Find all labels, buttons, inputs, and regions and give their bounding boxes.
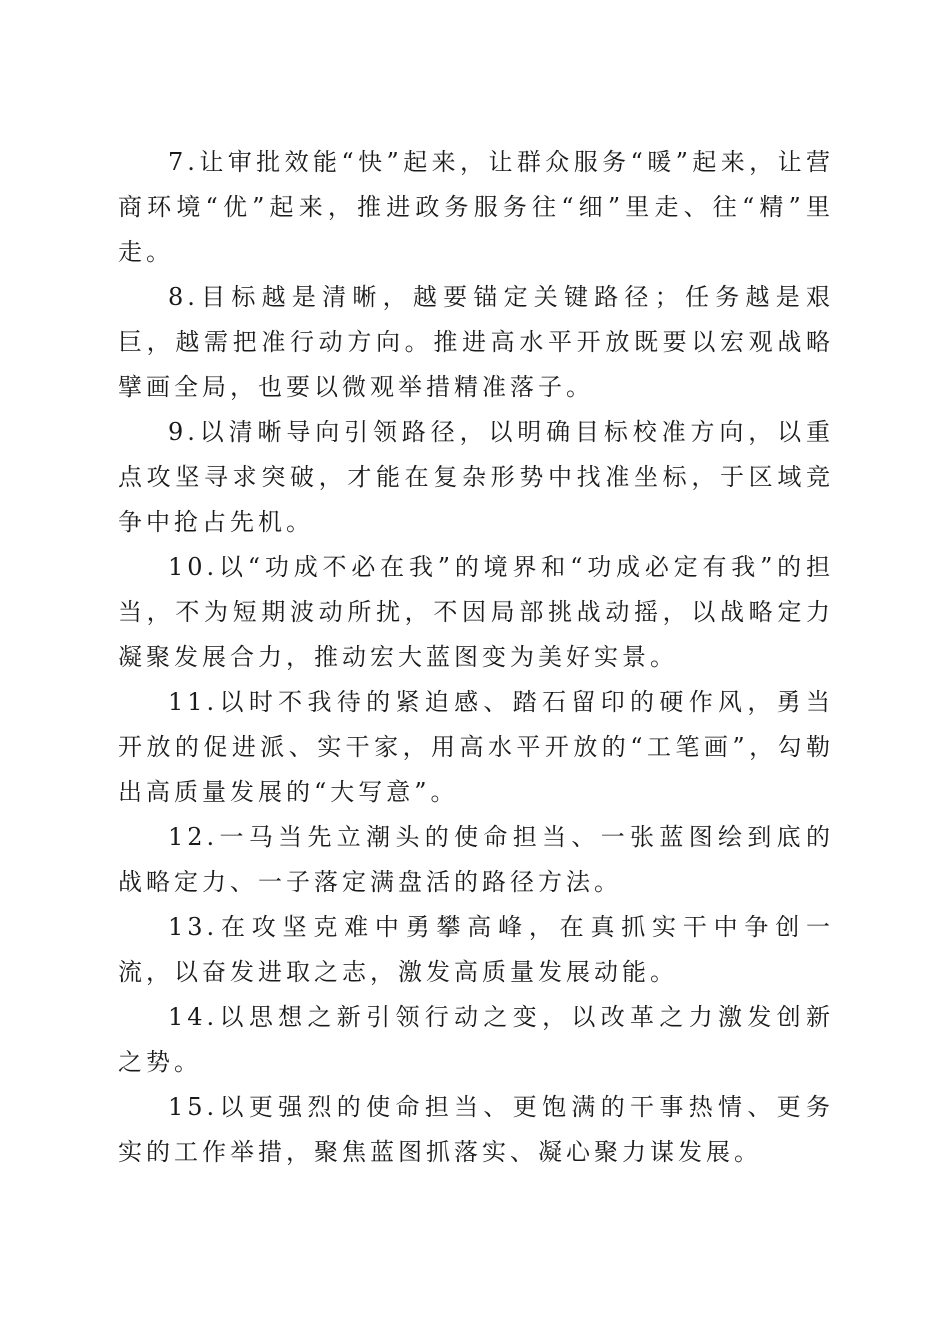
paragraph-8: 8.目标越是清晰，越要锚定关键路径；任务越是艰巨，越需把准行动方向。推进高水平开放既要以宏观战略擘画全局，也要以微观举措精准落子。 bbox=[118, 283, 834, 401]
paragraph-11: 11.以时不我待的紧迫感、踏石留印的硬作风，勇当开放的促进派、实干家，用高水平开放的“工笔画”，勾勒出高质量发展的“大写意”。 bbox=[118, 688, 834, 806]
paragraph-13: 13.在攻坚克难中勇攀高峰，在真抓实干中争创一流，以奋发进取之志，激发高质量发展动能。 bbox=[118, 913, 834, 986]
paragraph-14: 14.以思想之新引领行动之变，以改革之力激发创新之势。 bbox=[118, 1003, 834, 1076]
paragraph-10: 10.以“功成不必在我”的境界和“功成必定有我”的担当，不为短期波动所扰，不因局部挑战动摇，以战略定力凝聚发展合力，推动宏大蓝图变为美好实景。 bbox=[118, 553, 834, 671]
paragraph-12: 12.一马当先立潮头的使命担当、一张蓝图绘到底的战略定力、一子落定满盘活的路径方法。 bbox=[118, 823, 834, 896]
paragraph-9: 9.以清晰导向引领路径，以明确目标校准方向，以重点攻坚寻求突破，才能在复杂形势中找准坐标，于区域竞争中抢占先机。 bbox=[118, 418, 834, 536]
paragraph-7: 7.让审批效能“快”起来，让群众服务“暖”起来，让营商环境“优”起来，推进政务服务往“细”里走、往“精”里走。 bbox=[118, 148, 834, 266]
paragraph-15: 15.以更强烈的使命担当、更饱满的干事热情、更务实的工作举措，聚焦蓝图抓落实、凝心聚力谋发展。 bbox=[118, 1093, 834, 1166]
document-body bbox=[118, 140, 834, 1175]
